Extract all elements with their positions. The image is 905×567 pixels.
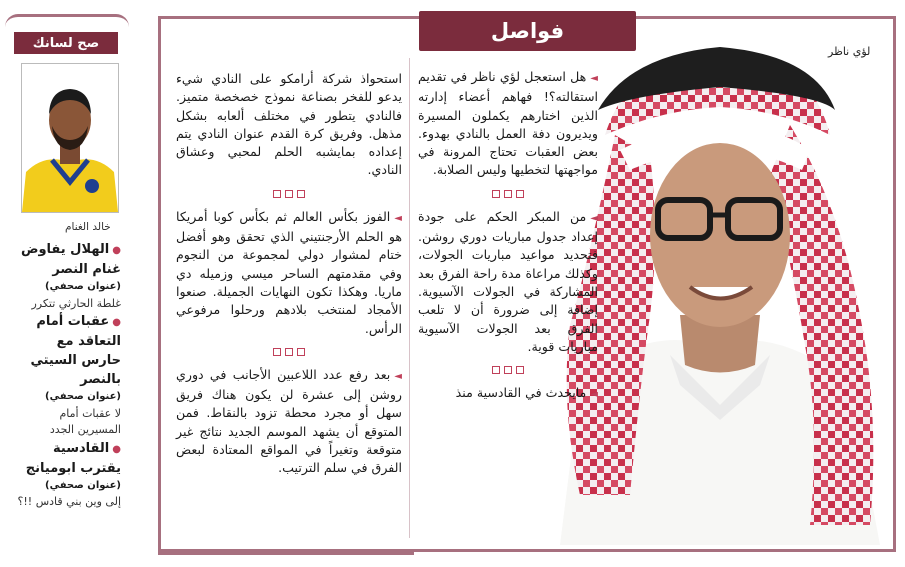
item-headline: الهلال يفاوض غنام النصر: [20, 242, 121, 277]
paragraph-text: هل استعجل لؤي ناظر في تقديم استقالته؟! فهاهم أعضاء إدارته الذين اختارهم يكملون المسيرة ويديرون دفة العمل بالنادي بهدوء. بعض العقبات تحتاج المرونة في مواجهتها لتخطيها وليس الصلابة.: [418, 69, 598, 178]
paragraph-text: بعد رفع عدد اللاعبين الأجانب في دوري روشن إلى عشرة لن يكون هناك فريق سهل أو مجرد محطة تزود بالنقاط. فمن المتوقع أن يشهد الموسم الجديد نتائج غير متوقعة وتغيراً في المواقع المعتادة لبعض الفرق في سلم الترتيب.: [176, 366, 402, 476]
author-name: لؤي ناظر: [828, 45, 871, 58]
column-divider: [409, 58, 410, 538]
sidebar: [5, 18, 129, 548]
column-title: فواصل: [419, 11, 636, 51]
section-separator: [418, 190, 598, 198]
list-item: [13, 439, 121, 511]
bullet-icon: ◄: [394, 212, 402, 224]
sidebar-top-arc: [5, 14, 129, 27]
bullet-icon: ◄: [590, 212, 598, 224]
paragraph: [418, 68, 598, 180]
frame-bottom-bar: [158, 549, 414, 555]
paragraph: [176, 366, 402, 478]
item-headline: عقبات أمام التعاقد مع حارس السيتي بالنصر: [30, 314, 121, 387]
sidebar-items: [13, 240, 121, 511]
paragraph: [418, 208, 598, 356]
list-item: [13, 312, 121, 439]
paragraph-text: استحواذ شركة أرامكو على النادي شيء يدعو للفخر بصناعة نموذج خصخصة متميز. فالنادي يتطور في مختلف ألعابه بشكل مذهل. وفريق كرة القدم عنوان النادي يتم إعداده بمايشبه الحلم لمحبي وعشاق النادي.: [176, 71, 402, 178]
bullet-icon: ◄: [394, 370, 402, 382]
item-headline: القادسية يقترب ابوميانج: [25, 440, 121, 476]
paragraph-text: الفوز بكأس العالم ثم بكأس كوبا أمريكا هو الحلم الأرجنتيني الذي تحقق وهو أفضل ختام لمشوار دولي لمجموعة من النجوم وفي مقدمتهم الساحر ميسي وزميله دي ماريا. وهكذا تكون النهايات الجميلة. صنعوا الأمجاد لمنتخب بلادهم ورحلوا مرفوعي الرأس.: [176, 208, 402, 336]
paragraph-text: مايحدث في القادسية منذ: [455, 385, 587, 401]
list-item: [13, 240, 121, 312]
bullet-icon: ●: [112, 245, 121, 256]
item-source: (عنوان صحفي): [45, 479, 121, 491]
item-comment: لا عقبات أمام المسيرين الجدد: [49, 406, 121, 436]
bullet-icon: ◄: [590, 73, 598, 84]
section-separator: [418, 366, 598, 374]
section-separator: [176, 348, 402, 356]
bullet-icon: ●: [112, 317, 121, 328]
item-source: (عنوان صحفي): [45, 281, 121, 292]
sidebar-author-photo: [21, 63, 119, 213]
bullet-icon: ◄: [590, 389, 598, 401]
left-column: [176, 70, 402, 488]
paragraph: [176, 70, 402, 180]
section-separator: [176, 190, 402, 198]
sidebar-author-name: خالد الغنام: [65, 221, 111, 233]
item-comment: إلى وين بني قادس !!؟: [17, 495, 121, 508]
sidebar-title: صح لسانك: [14, 32, 118, 54]
item-comment: غلطة الحارثي تتكرر: [31, 296, 121, 310]
bullet-icon: ●: [112, 443, 121, 455]
paragraph-text: من المبكر الحكم على جودة إعداد جدول مباريات دوري روشن. فتحديد مواعيد مباريات الجولات، وكذلك مراعاة مدة راحة الفرق بعد المشاركة في الجولات الآسيوية. إضافة إلى ضرورة أن لا تلعب الفرق بعد الجولات الآسيوية مباريات قوية.: [418, 208, 598, 354]
middle-column: [418, 68, 598, 414]
paragraph: [418, 384, 598, 404]
paragraph: [176, 208, 402, 338]
item-source: (عنوان صحفي): [45, 391, 121, 402]
